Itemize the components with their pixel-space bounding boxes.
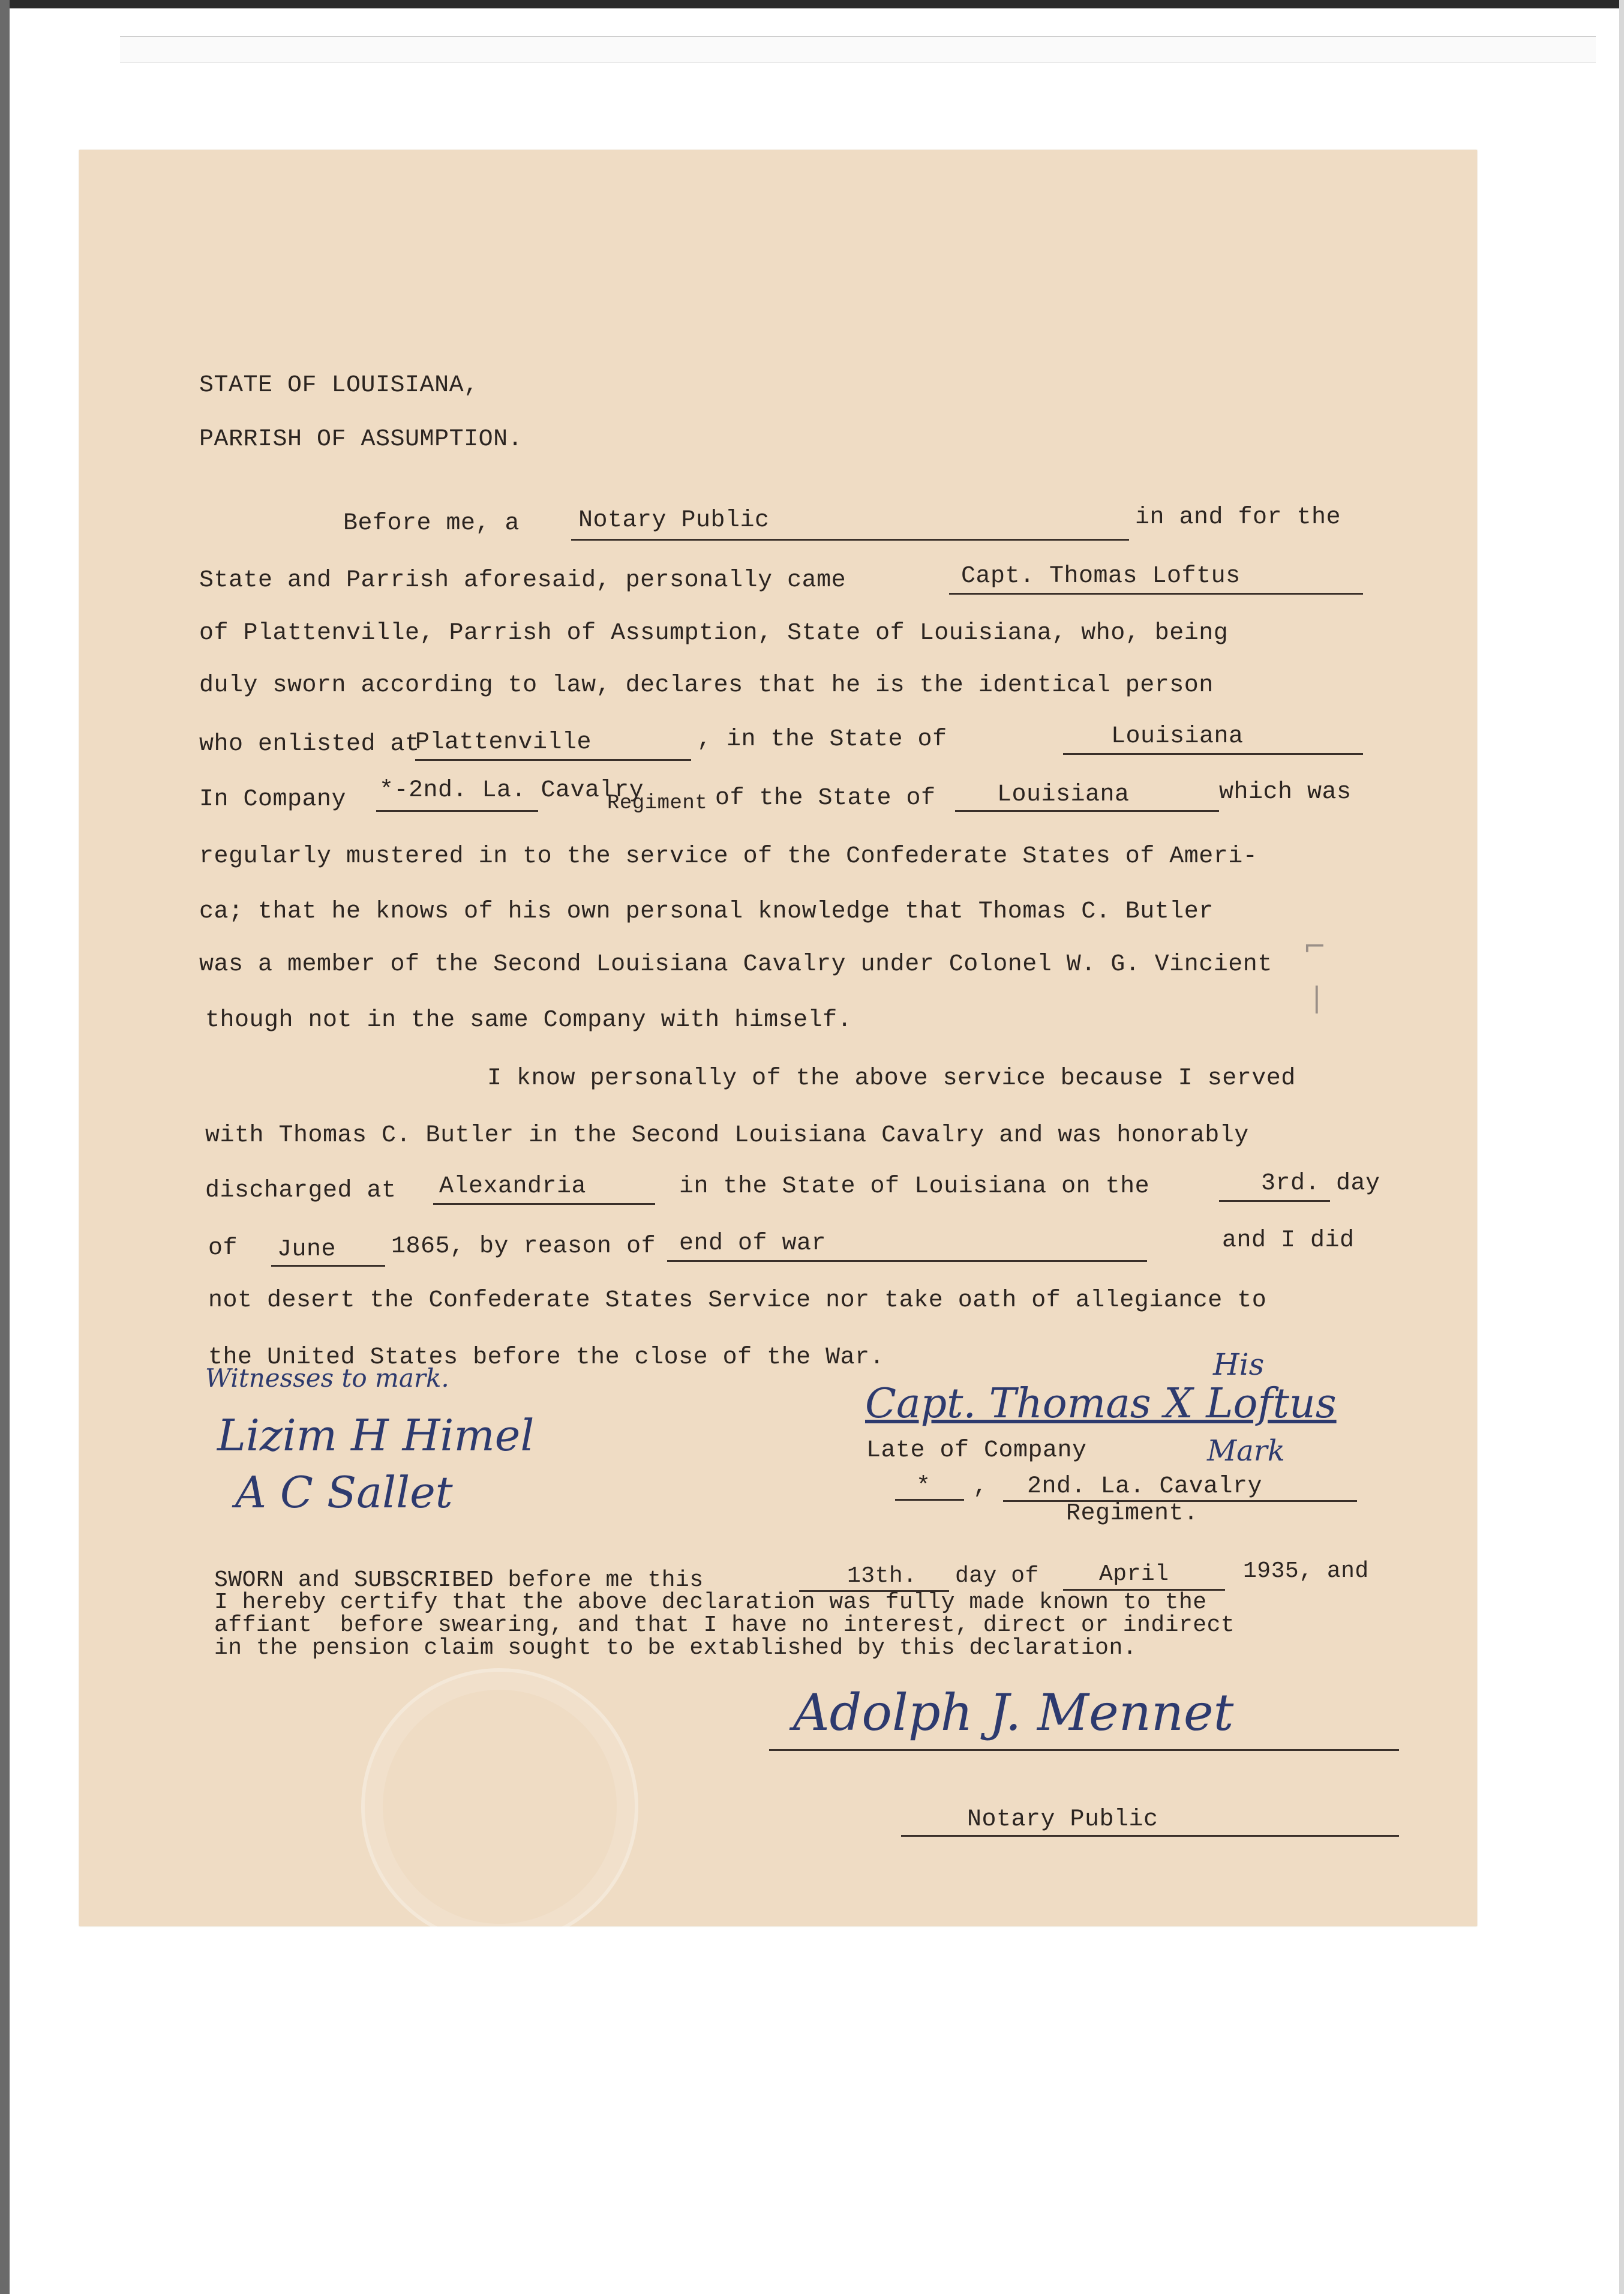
text-line: was a member of the Second Louisiana Cavalry under Colonel W. G. Vincient	[199, 951, 1272, 978]
text-line: regularly mustered in to the service of the Confederate States of Ameri-	[199, 843, 1258, 870]
enlistment-state-field: Louisiana	[1111, 723, 1244, 750]
scan-left-edge	[0, 0, 10, 2294]
discharge-day-field: 3rd.	[1261, 1170, 1320, 1197]
fill-line	[271, 1265, 385, 1267]
late-of-company-label: Late of Company	[866, 1437, 1087, 1464]
jurat-month-field: April	[1099, 1561, 1169, 1587]
jurat-line: I hereby certify that the above declaration was fully made known to the	[214, 1590, 1207, 1615]
fill-line	[571, 539, 1129, 541]
fill-line	[901, 1835, 1399, 1837]
fill-line	[955, 810, 1219, 812]
text-line: who enlisted at	[199, 731, 420, 758]
text-line: which was	[1219, 779, 1352, 806]
fill-line	[415, 759, 691, 761]
fill-line	[376, 810, 538, 812]
discharge-place-field: Alexandria	[439, 1173, 587, 1200]
text-line: Before me, a	[343, 510, 535, 537]
text-line: of	[208, 1235, 253, 1262]
discharge-month-field: June	[277, 1236, 337, 1263]
text-line: State and Parrish aforesaid, personally came	[199, 567, 861, 594]
jurat-line: affiant before swearing, and that I have no interest, direct or indirect	[214, 1612, 1235, 1638]
scan-right-edge	[1619, 0, 1624, 2294]
text-line: in and for the	[1135, 504, 1341, 531]
mark-handwriting: Mark	[1207, 1434, 1285, 1468]
regiment-field: 2nd. La. Cavalry	[1027, 1473, 1263, 1500]
state-heading: STATE OF LOUISIANA,	[199, 372, 479, 399]
text-line: of the State of	[715, 785, 951, 812]
company-field: *-2nd. La. Cavalry	[379, 777, 644, 804]
regiment-state-field: Louisiana	[997, 781, 1130, 808]
parish-heading: PARRISH OF ASSUMPTION.	[199, 426, 523, 453]
comma-text: ,	[973, 1473, 988, 1500]
notary-title: Notary Public	[967, 1806, 1158, 1833]
text-line: , in the State of	[697, 726, 962, 753]
notary-signature: Adolph J. Mennet	[793, 1683, 1234, 1742]
text-line: 1865, by reason of	[391, 1233, 671, 1260]
pencil-mark: ⌐	[1303, 930, 1326, 962]
fill-line	[433, 1203, 655, 1205]
text-line: discharged at	[205, 1177, 412, 1204]
jurat-line: SWORN and SUBSCRIBED before me this	[214, 1567, 718, 1593]
witness-label-handwriting: Witnesses to mark.	[205, 1363, 449, 1393]
fill-line	[1063, 753, 1363, 755]
text-line: of Plattenville, Parrish of Assumption, State of Louisiana, who, being	[199, 620, 1229, 647]
scanner-strip	[120, 36, 1596, 63]
text-line: the United States before the close of the War.	[208, 1344, 885, 1371]
witness-signature-1: Lizim H Himel	[217, 1410, 535, 1461]
fill-line	[769, 1749, 1399, 1751]
text-line: I know personally of the above service because I served	[487, 1065, 1296, 1092]
text-line: day	[1336, 1170, 1380, 1197]
text-line: Regiment	[607, 792, 708, 815]
affiant-name-field: Capt. Thomas Loftus	[961, 563, 1241, 590]
text-line: and I did	[1222, 1227, 1355, 1254]
text-line: with Thomas C. Butler in the Second Louisiana Cavalry and was honorably	[205, 1122, 1249, 1149]
pencil-mark: |	[1312, 981, 1322, 1013]
jurat-line: 1935, and	[1243, 1558, 1369, 1584]
witness-signature-2: A C Sallet	[235, 1467, 453, 1518]
scan-top-edge	[0, 0, 1624, 8]
officer-title-field: Notary Public	[578, 507, 770, 534]
regiment-label: Regiment.	[1066, 1500, 1199, 1527]
text-line: ca; that he knows of his own personal knowledge that Thomas C. Butler	[199, 898, 1214, 925]
text-line: In Company	[199, 786, 361, 813]
company-short-field: *	[916, 1473, 931, 1500]
text-line: though not in the same Company with himself.	[205, 1007, 852, 1034]
fill-line	[667, 1260, 1147, 1262]
document-page	[79, 150, 1477, 1926]
text-line: in the State of Louisiana on the	[679, 1173, 1164, 1200]
text-line: not desert the Confederate States Service nor take oath of allegiance to	[208, 1287, 1267, 1314]
his-handwriting: His	[1213, 1347, 1265, 1382]
jurat-day-field: 13th.	[847, 1563, 917, 1589]
enlistment-place-field: Plattenville	[415, 729, 592, 756]
affiant-signature: Capt. Thomas X Loftus	[865, 1380, 1337, 1428]
discharge-reason-field: end of war	[679, 1230, 827, 1257]
jurat-line: day of	[955, 1563, 1053, 1589]
notary-seal-emboss	[361, 1668, 638, 1945]
text-line: duly sworn according to law, declares that he is the identical person	[199, 672, 1214, 699]
fill-line	[895, 1499, 964, 1501]
jurat-line: in the pension claim sought to be extablished by this declaration.	[214, 1635, 1137, 1661]
fill-line	[949, 593, 1363, 595]
fill-line	[1219, 1200, 1330, 1202]
